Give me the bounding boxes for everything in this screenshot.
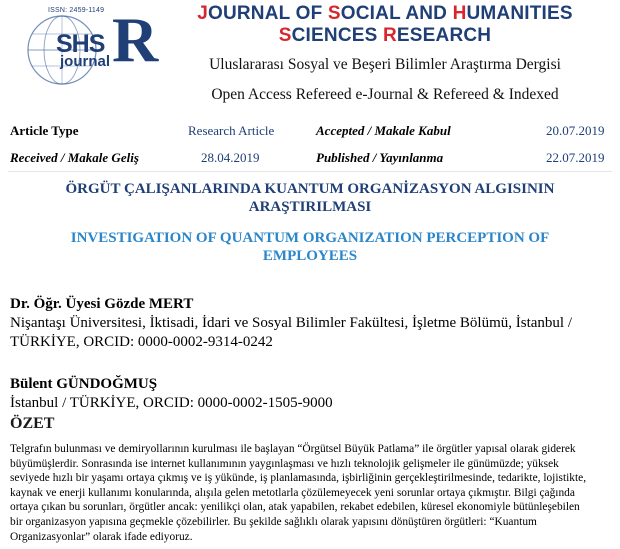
author-1 bbox=[10, 295, 614, 352]
abstract-line: Organizasyonlar” olarak ifade ediyoruz. bbox=[10, 530, 193, 543]
published-value: 22.07.2019 bbox=[546, 150, 605, 165]
title-tr-line2: ARAŞTIRILMASI bbox=[248, 199, 372, 215]
accepted-label: Accepted / Makale Kabul bbox=[316, 123, 451, 138]
abstract-heading: ÖZET bbox=[10, 415, 55, 432]
journal-subtitle-en: Open Access Refereed e-Journal & Refereed & Indexed bbox=[211, 86, 559, 103]
accepted-value: 20.07.2019 bbox=[546, 123, 605, 138]
meta-row-1 bbox=[8, 121, 612, 143]
author-1-affil-line1: Nişantaşı Üniversitesi, İktisadi, İdari ve Sosyal Bilimler Fakültesi, İşletme Bölümü, İstanbul / bbox=[10, 315, 573, 331]
author-1-affil-line2: TÜRKİYE, ORCID: 0000-0002-9314-0242 bbox=[10, 334, 273, 350]
logo-shs: SHS bbox=[56, 30, 105, 58]
logo-issn: ISSN: 2459-1149 bbox=[48, 7, 105, 14]
abstract-line: bir organizasyon yapısına geçmekle çözebilirler. Bu şekilde sağlıklı olarak yapısını dönüştüren örgütleri: “Kuantum bbox=[10, 515, 537, 528]
abstract-line: ortaya çıkan bu sorunları, örgütler ancak: yenilikçi olan, atak yapabilen, rekabet edebilen, küresel ekonomiyle bütünleşebilen bbox=[10, 501, 580, 514]
author-1-name: Dr. Öğr. Üyesi Gözde MERT bbox=[10, 296, 194, 312]
divider bbox=[8, 171, 612, 172]
received-label: Received / Makale Geliş bbox=[10, 150, 139, 165]
meta-row-2 bbox=[8, 148, 612, 170]
published-label: Published / Yayınlanma bbox=[316, 150, 444, 165]
author-2-affil-line1: İstanbul / TÜRKİYE, ORCID: 0000-0002-1505-9000 bbox=[10, 395, 333, 411]
title-tr-line1: ÖRGÜT ÇALIŞANLARINDA KUANTUM ORGANİZASYON ALGISININ bbox=[65, 181, 555, 197]
abstract-line: seviyede hızlı bir yaşamı ortaya çıkmış ve iş yükünde, iş planlamasında, işbirliğinin gerçekleştirilmesinde, tedarikte, lojistikte, bbox=[10, 472, 587, 485]
received-value: 28.04.2019 bbox=[201, 150, 260, 165]
journal-logo bbox=[20, 6, 166, 90]
logo-journal: journal bbox=[60, 53, 111, 70]
journal-title-line1: JOURNAL OF SOCIAL AND HUMANITIES bbox=[197, 3, 573, 24]
title-en-line1: INVESTIGATION OF QUANTUM ORGANIZATION PERCEPTION OF bbox=[70, 230, 550, 246]
article-type-label: Article Type bbox=[10, 123, 79, 138]
abstract-line: büyümüşlerdir. Sonrasında ise internet kullanımının yaygınlaşması ve hızlı teknolojik gelişmeler ile günümüzde; yüksek bbox=[10, 457, 559, 470]
abstract-line: kaynak ve enerji kullanımı konularında, alışıla gelen metotlarla çözülemeyecek yeni sorunlar ortaya çıkmıştır. Bilgi çağında bbox=[10, 486, 575, 499]
title-en-line2: EMPLOYEES bbox=[262, 248, 358, 264]
journal-title-line2: SCIENCES RESEARCH bbox=[278, 25, 492, 46]
title-english bbox=[20, 229, 600, 265]
abstract-body bbox=[10, 442, 612, 544]
article-type-value: Research Article bbox=[188, 123, 275, 138]
title-turkish bbox=[20, 180, 600, 216]
author-2-name: Bülent GÜNDOĞMUŞ bbox=[10, 376, 158, 392]
journal-subtitle-tr: Uluslararası Sosyal ve Beşeri Bilimler Araştırma Dergisi bbox=[209, 56, 561, 73]
author-2 bbox=[10, 375, 614, 413]
logo-letter: R bbox=[112, 4, 159, 75]
abstract-line: Telgrafın bulunması ve demiryollarının kurulması ile başlayan “Örgütsel Büyük Patlama” ile örgütler yapısal olarak giderek bbox=[10, 443, 576, 455]
